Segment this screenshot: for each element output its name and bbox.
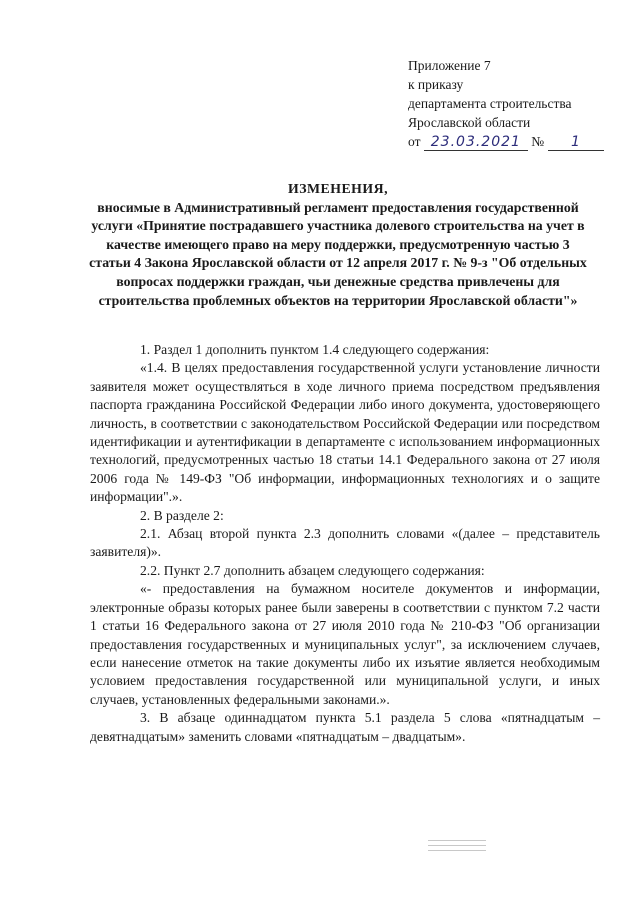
appendix-number: Приложение 7 xyxy=(408,58,491,73)
paragraph: 2.1. Абзац второй пункта 2.3 дополнить словами «(далее – представитель заявителя)». xyxy=(90,526,600,560)
document-body xyxy=(90,341,600,746)
number-label: № xyxy=(531,134,545,149)
appendix-department: департамента строительства xyxy=(408,96,572,111)
appendix-block xyxy=(408,56,604,151)
title-subtitle: вносимые в Административный регламент предоставления государственной услуги «Принятие пострадавшего участника долевого строительства на учет в качестве имеющего право на меру поддержки, предусмотренную частью 3 статьи 4 Закона Ярославской области от 12 апреля 2017 г. № 9-з "Об отдельных вопросах поддержки граждан, чьи денежные средства привлечены для строительства проблемных объектов на территории Ярославской области"» xyxy=(89,199,587,308)
paragraph: 1. Раздел 1 дополнить пунктом 1.4 следующего содержания: xyxy=(140,342,490,357)
faint-stamp-mark xyxy=(428,836,486,862)
from-label: от xyxy=(408,134,421,149)
appendix-region: Ярославской области xyxy=(408,115,531,130)
handwritten-number: 1 xyxy=(548,135,604,151)
title-heading: ИЗМЕНЕНИЯ, xyxy=(287,181,389,196)
handwritten-date: 23.03.2021 xyxy=(424,135,528,151)
paragraph: 2. В разделе 2: xyxy=(140,507,224,523)
paragraph: «- предоставления на бумажном носителе документов и информации, электронные образы которых ранее были заверены в соответствии с пунктом 7.2 части 1 статьи 16 Федерального закона от 27 июля 2010 года № 210-ФЗ "Об организации предоставления государственных и муниципальных услуг", за исключением случаев, если нанесение отметок на такие документы либо их изъятие является необходимым условием предоставления государственной или муниципальной услуги, и иных случаев, установленных федеральными законами.». xyxy=(90,581,600,707)
appendix-date-line xyxy=(408,132,604,151)
document-title xyxy=(88,180,588,310)
appendix-order-label: к приказу xyxy=(408,77,464,92)
paragraph: «1.4. В целях предоставления государственной услуги установление личности заявителя может осуществляться в ходе личного приема посредством предъявления паспорта гражданина Российской Федерации либо иного документа, удостоверяющего личность, в соответствии с законодательством Российской Федерации или посредством идентификации и аутентификации в департаменте с использованием информационных технологий, предусмотренных частью 18 статьи 14.1 Федерального закона от 27 июля 2006 года № 149-ФЗ "Об информации, информационных технологиях и о защите информации".». xyxy=(90,360,600,505)
paragraph: 2.2. Пункт 2.7 дополнить абзацем следующего содержания: xyxy=(140,562,485,578)
paragraph: 3. В абзаце одиннадцатом пункта 5.1 раздела 5 слова «пятнадцатым – девятнадцатым» заменить словами «пятнадцатым – двадцатым». xyxy=(90,710,600,744)
